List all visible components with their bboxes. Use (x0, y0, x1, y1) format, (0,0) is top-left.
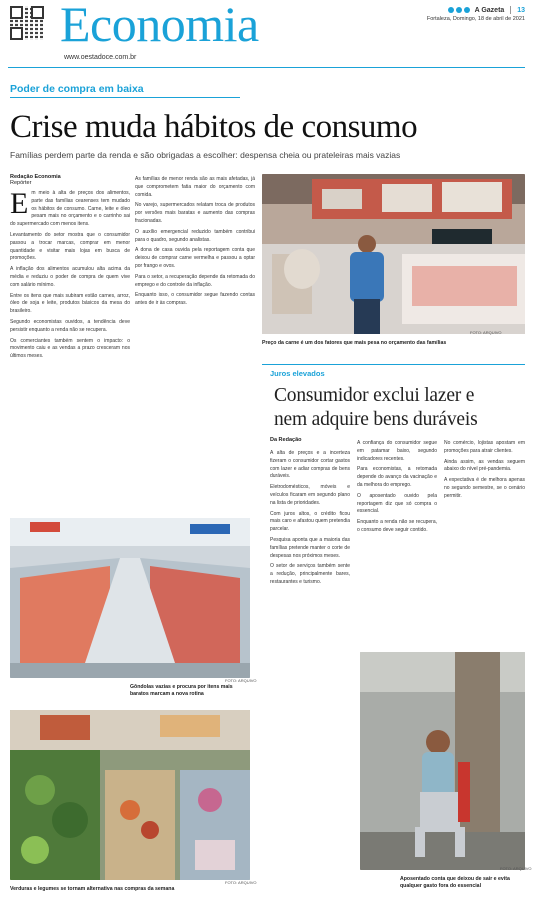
article-byline (10, 174, 61, 186)
article-column-2 (135, 176, 255, 508)
col1-paragraph: Entre os itens que mais subiram estão carnes, arroz, óleo de soja e leite, produtos básicos da mesa do brasileiro. (10, 292, 130, 315)
col2-paragraph: O auxílio emergencial reduzido também contribui para o quadro, segundo analistas. (135, 228, 255, 243)
sidebar-c-paragraph: No comércio, lojistas apostam em promoções para atrair clientes. (444, 440, 525, 454)
qr-code (10, 6, 44, 40)
retiree-illustration (360, 652, 525, 870)
col1-paragraph: A inflação dos alimentos acumulou alta acima da média e reduziu o poder de compra de quem vive com salário mínimo. (10, 266, 130, 288)
date-line: Fortaleza, Domingo, 18 de abril de 2021 (426, 16, 525, 22)
photo3-credit: FOTO: ARQUIVO (225, 880, 257, 885)
sidebar-a-paragraph: O setor de serviços também sente a redução, principalmente bares, restaurantes e turismo. (270, 563, 350, 585)
sidebar-headline (274, 384, 477, 432)
masthead-rule (8, 67, 525, 68)
photo3-caption: Verduras e legumes se tornam alternativa nas compras da semana (10, 886, 175, 892)
photo4-caption: Aposentado conta que deixou de sair e evita qualquer gasto fora do essencial (400, 876, 510, 889)
sidebar-c-paragraph: A expectativa é de melhora apenas no segundo semestre, se o cenário permitir. (444, 477, 525, 499)
sidebar-b-paragraph: Enquanto a renda não se recupera, o consumo deve seguir contido. (357, 519, 437, 533)
sidebar-b-paragraph: A confiança do consumidor segue em patamar baixo, segundo indicadores recentes. (357, 440, 437, 462)
col1-paragraph: Levantamento do setor mostra que o consumidor passou a trocar marcas, comprar em menor quantidade e visitar mais lojas em busca de promoções. (10, 231, 130, 262)
sidebar-byline: Da Redação (270, 437, 302, 443)
col2-paragraph: A dona de casa ouvida pela reportagem conta que deixou de comprar carne vermelha e passou a optar por frango e ovos. (135, 247, 255, 269)
byline-name: Redação Economia (10, 174, 61, 180)
sidebar-rule (262, 364, 525, 365)
article-kicker: Poder de compra em baixa (10, 83, 144, 95)
byline-role: Repórter (10, 180, 32, 186)
sidebar-a-paragraph: Pesquisa aponta que a maioria das famílias pretende manter o corte de despesas nos próximos meses. (270, 536, 350, 559)
sidebar-b-paragraph: O aposentado ouvido pela reportagem diz que só compra o essencial. (357, 492, 437, 515)
dropcap: E (10, 190, 29, 220)
col2-paragraph: No varejo, supermercados relatam troca de produtos por versões mais baratas e aumento das compras fracionadas. (135, 202, 255, 224)
sidebar-c-paragraph: Ainda assim, as vendas seguem abaixo do nível pré-pandemia. (444, 458, 525, 473)
article-column-1 (10, 190, 130, 508)
kicker-rule (10, 97, 240, 98)
photo1-caption: Preço da carne é um dos fatores que mais pesa no orçamento das famílias (262, 340, 447, 346)
sidebar-headline-line-1: Consumidor exclui lazer e (274, 385, 475, 406)
col2-paragraph: Para o setor, a recuperação depende da retomada do emprego e do controle da inflação. (135, 273, 255, 288)
sidebar-a-paragraph: Com juros altos, o crédito ficou mais caro e afastou quem pretendia parcelar. (270, 510, 350, 533)
sidebar-b-paragraph: Para economistas, a retomada depende do avanço da vacinação e da melhora do emprego. (357, 466, 437, 488)
photo-produce-section (10, 710, 250, 880)
sidebar-a-paragraph: A alta de preços e a incerteza fizeram o consumidor cortar gastos com lazer e adiar compras de bens duráveis. (270, 450, 350, 480)
section-title: Economia (60, 0, 259, 52)
col1-paragraph: Segundo economistas ouvidos, a tendência deve persistir enquanto a renda não se recupera. (10, 318, 130, 333)
produce-section-illustration (10, 710, 250, 880)
sidebar-column-c (444, 440, 525, 645)
butcher-counter-illustration (262, 174, 525, 334)
photo-retiree (360, 652, 525, 870)
photo-butcher-counter (262, 174, 525, 334)
brand-name: A Gazeta (474, 6, 505, 14)
col1-paragraph: m meio à alta de preços dos alimentos, parte das famílias cearenses tem mudado os hábitos de consumo. Carne, leite e óleo pesam mais no orçamento e o carrinho sai do supermercado com menos itens. (10, 190, 130, 228)
social-icons (446, 7, 470, 14)
sidebar-column-b (357, 440, 437, 645)
photo2-caption: Gôndolas vazias e procura por itens mais baratos marcam a nova rotina (130, 684, 233, 697)
supermarket-aisle-illustration (10, 518, 250, 678)
article-subhead: Famílias perdem parte da renda e são obrigadas a escolher: despensa cheia ou prateleiras mais vazias (10, 150, 401, 160)
col2-paragraph: As famílias de menor renda são as mais afetadas, já que comprometem fatia maior do orçamento com comida. (135, 176, 255, 198)
photo2-credit: FOTO: ARQUIVO (225, 678, 257, 683)
sidebar-kicker: Juros elevados (270, 369, 325, 378)
sidebar-headline-line-2: nem adquire bens duráveis (274, 409, 478, 430)
brand-block (420, 6, 525, 22)
col2-paragraph: Enquanto isso, o consumidor segue fazendo contas antes de ir às compras. (135, 292, 255, 307)
page-number: 13 (517, 6, 525, 14)
photo-supermarket-aisle (10, 518, 250, 678)
sidebar-a-paragraph: Eletrodomésticos, móveis e veículos ficaram em segundo plano na lista de prioridades. (270, 484, 350, 506)
sidebar-column-a (270, 450, 350, 890)
col1-paragraph: Os comerciantes também sentem o impacto: o movimento caiu e as vendas a prazo cresceram nos últimos meses. (10, 337, 130, 360)
photo4-credit: FOTO: ARQUIVO (500, 866, 532, 871)
photo1-credit: FOTO: ARQUIVO (470, 330, 502, 335)
article-headline: Crise muda hábitos de consumo (10, 109, 418, 145)
site-url: www.oestadoce.com.br (64, 54, 137, 61)
